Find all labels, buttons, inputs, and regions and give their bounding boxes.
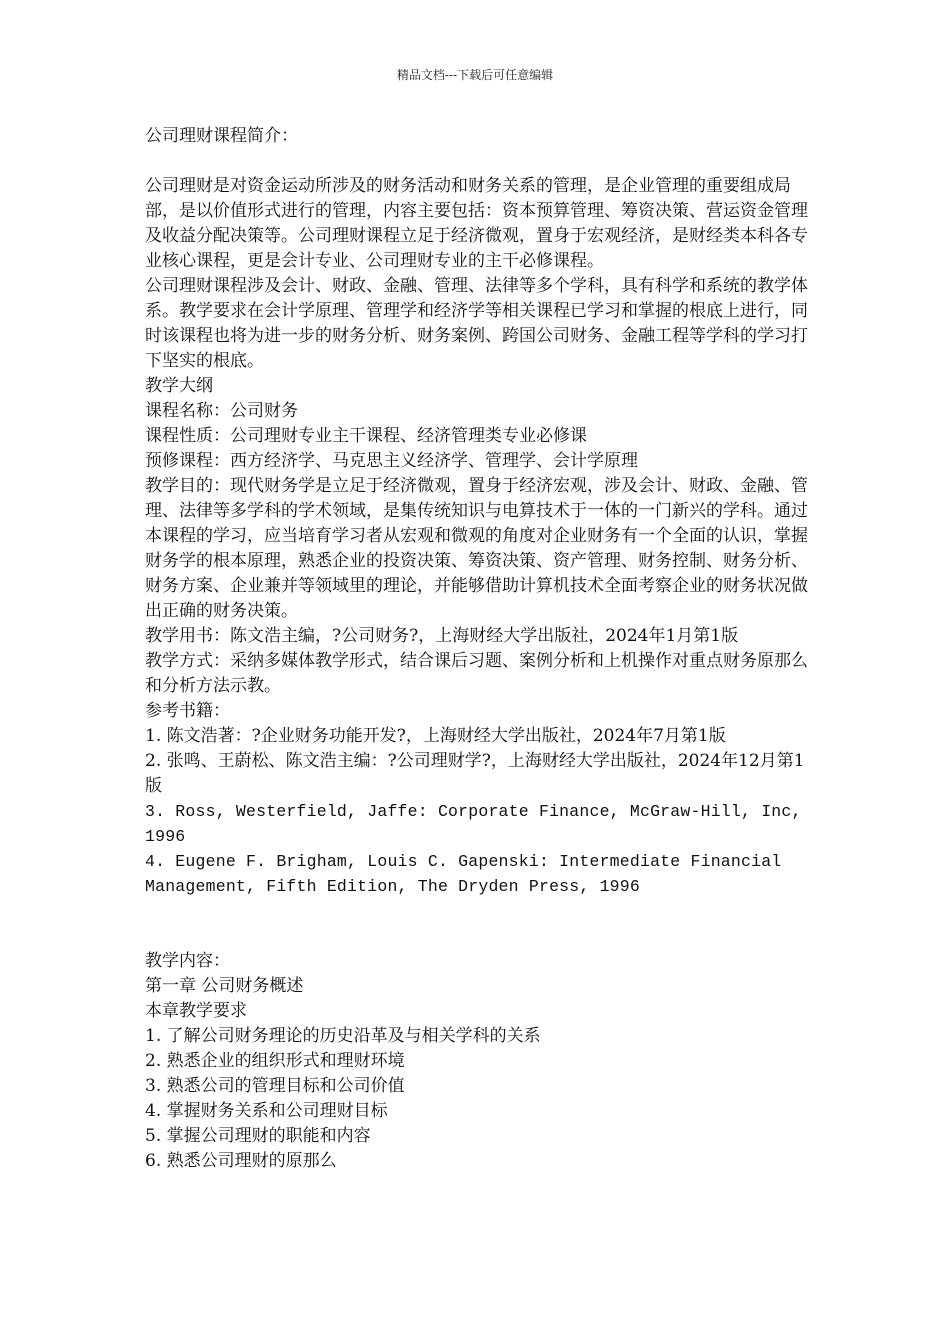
intro-paragraph-2: 公司理财课程涉及会计、财政、金融、管理、法律等多个学科，具有科学和系统的教学体系。教学要求在会计学原理、管理学和经济学等相关课程已学习和掌握的根底上进行，同时该课程也将为进一步的财务分析、财务案例、跨国公司财务、金融工程等学科的学习打下坚实的根底。 bbox=[145, 276, 808, 371]
textbook: 教学用书：陈文浩主编，?公司财务?，上海财经大学出版社，2024年1月第1版 bbox=[145, 626, 739, 646]
requirement-item: 3. 熟悉公司的管理目标和公司价值 bbox=[145, 1076, 405, 1096]
spacer bbox=[145, 149, 813, 174]
requirement-item: 5. 掌握公司理财的职能和内容 bbox=[145, 1126, 371, 1146]
page-header: 精品文档---下载后可任意编辑 bbox=[396, 68, 554, 82]
requirement-item: 1. 了解公司财务理论的历史沿革及与相关学科的关系 bbox=[145, 1026, 541, 1046]
teaching-objective: 教学目的：现代财务学是立足于经济微观，置身于经济宏观，涉及会计、财政、金融、管理、法律等多学科的学术领域，是集传统知识与电算技术于一体的一门新兴的学科。通过本课程的学习，应当培育学习者从宏观和微观的角度对企业财务有一个全面的认识，掌握财务学的根本原理，熟悉企业的投资决策、筹资决策、资产管理、财务控制、财务分析、财务方案、企业兼并等领域里的理论，并能够借助计算机技术全面考察企业的财务状况做出正确的财务决策。 bbox=[145, 476, 808, 621]
chapter-requirements-title: 本章教学要求 bbox=[145, 1001, 247, 1021]
teaching-method: 教学方式：采纳多媒体教学形式，结合课后习题、案例分析和上机操作对重点财务原那么和分析方法示教。 bbox=[145, 651, 808, 696]
reference-item: 2. 张鸣、王蔚松、陈文浩主编：?公司理财学?，上海财经大学出版社，2024年12月第1版 bbox=[145, 751, 805, 796]
content-title: 教学内容： bbox=[145, 951, 230, 971]
chapter-title: 第一章 公司财务概述 bbox=[145, 976, 304, 996]
intro-paragraph-1: 公司理财是对资金运动所涉及的财务活动和财务关系的管理，是企业管理的重要组成局部，是以价值形式进行的管理，内容主要包括：资本预算管理、筹资决策、营运资金管理及收益分配决策等。公司理财课程立足于经济微观，置身于宏观经济，是财经类本科各专业核心课程，更是会计专业、公司理财专业的主干必修课程。 bbox=[145, 176, 808, 271]
requirement-item: 2. 熟悉企业的组织形式和理财环境 bbox=[145, 1051, 405, 1071]
references-title: 参考书籍： bbox=[145, 701, 230, 721]
reference-item: 3. Ross, Westerfield, Jaffe: Corporate Finance, McGraw-Hill, Inc, 1996 bbox=[145, 802, 802, 846]
course-name: 课程名称：公司财务 bbox=[145, 401, 298, 421]
reference-item: 4. Eugene F. Brigham, Louis C. Gapenski: Intermediate Financial Management, Fifth Edition, The Dryden Press, 1996 bbox=[145, 852, 782, 896]
requirement-item: 4. 掌握财务关系和公司理财目标 bbox=[145, 1101, 388, 1121]
syllabus-title: 教学大纲 bbox=[145, 376, 213, 396]
spacer bbox=[145, 899, 813, 949]
reference-item: 1. 陈文浩著：?企业财务功能开发?，上海财经大学出版社，2024年7月第1版 bbox=[145, 726, 726, 746]
document-body bbox=[145, 124, 813, 1174]
requirement-item: 6. 熟悉公司理财的原那么 bbox=[145, 1151, 337, 1171]
prerequisites: 预修课程：西方经济学、马克思主义经济学、管理学、会计学原理 bbox=[145, 451, 638, 471]
course-nature: 课程性质：公司理财专业主干课程、经济管理类专业必修课 bbox=[145, 426, 587, 446]
intro-title: 公司理财课程简介： bbox=[145, 126, 298, 146]
